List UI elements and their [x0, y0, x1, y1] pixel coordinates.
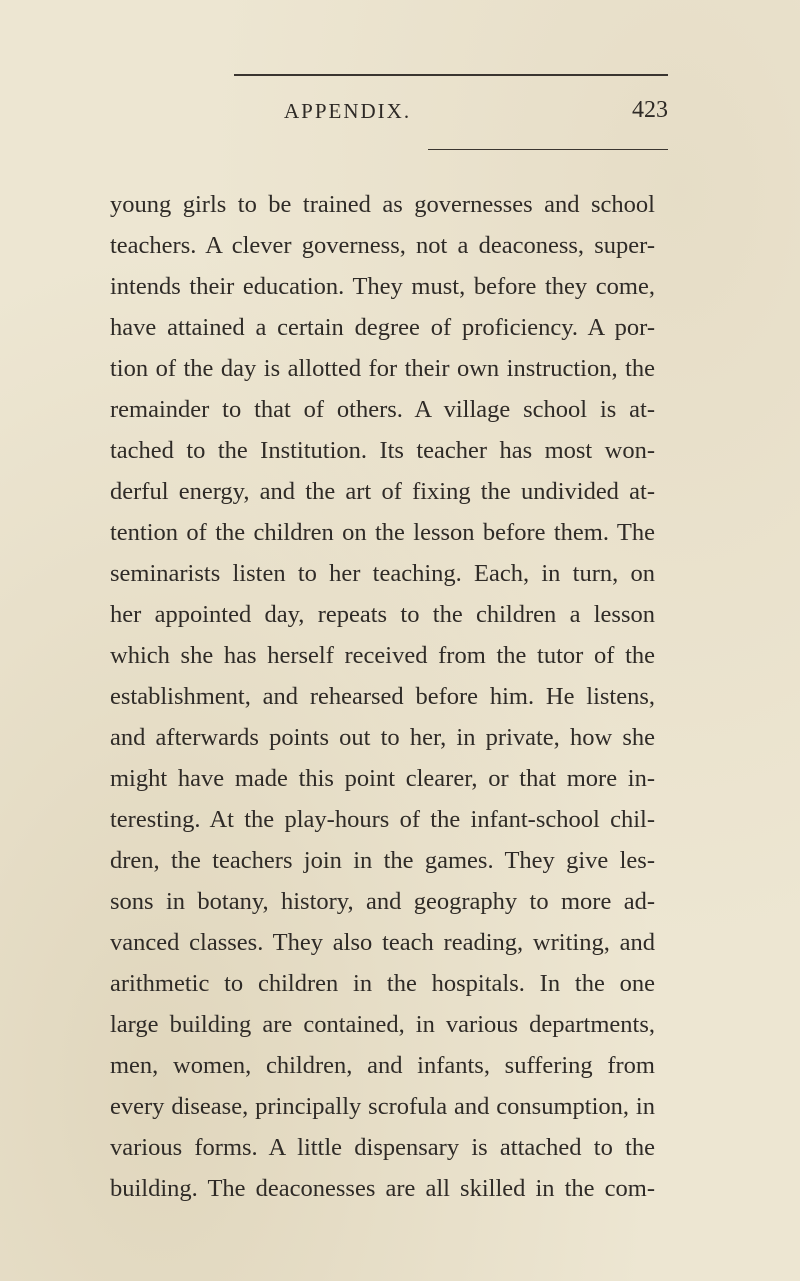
text-line: every disease, principally scrofula and consumption, in — [110, 1093, 655, 1120]
text-line: sons in botany, history, and geography to more ad- — [110, 888, 655, 915]
text-line: her appointed day, repeats to the children a lesson — [110, 601, 655, 628]
text-line: men, women, children, and infants, suffering from — [110, 1052, 655, 1079]
text-line: tached to the Institution. Its teacher has most won- — [110, 437, 655, 464]
text-line: remainder to that of others. A village school is at- — [110, 396, 655, 423]
text-line: have attained a certain degree of proficiency. A por- — [110, 314, 655, 341]
text-line: establishment, and rehearsed before him. He listens, — [110, 683, 655, 710]
text-line: and afterwards points out to her, in private, how she — [110, 724, 655, 751]
text-line: building. The deaconesses are all skilled in the com- — [110, 1175, 655, 1202]
text-line: various forms. A little dispensary is attached to the — [110, 1134, 655, 1161]
page-number: 423 — [632, 97, 668, 123]
text-line: vanced classes. They also teach reading, writing, and — [110, 929, 655, 956]
text-line: derful energy, and the art of fixing the undivided at- — [110, 478, 655, 505]
text-line: teresting. At the play-hours of the infant-school chil- — [110, 806, 655, 833]
text-line: teachers. A clever governess, not a deaconess, super- — [110, 232, 655, 259]
text-line: tention of the children on the lesson before them. The — [110, 519, 655, 546]
text-line: tion of the day is allotted for their own instruction, the — [110, 355, 655, 382]
text-line: seminarists listen to her teaching. Each, in turn, on — [110, 560, 655, 587]
text-line: arithmetic to children in the hospitals. In the one — [110, 970, 655, 997]
text-line: young girls to be trained as governesses and school — [110, 191, 655, 218]
text-line: large building are contained, in various departments, — [110, 1011, 655, 1038]
text-line: dren, the teachers join in the games. They give les- — [110, 847, 655, 874]
text-line: intends their education. They must, before they come, — [110, 273, 655, 300]
text-line: which she has herself received from the tutor of the — [110, 642, 655, 669]
text-line: might have made this point clearer, or that more in- — [110, 765, 655, 792]
running-head: APPENDIX. — [284, 99, 412, 123]
